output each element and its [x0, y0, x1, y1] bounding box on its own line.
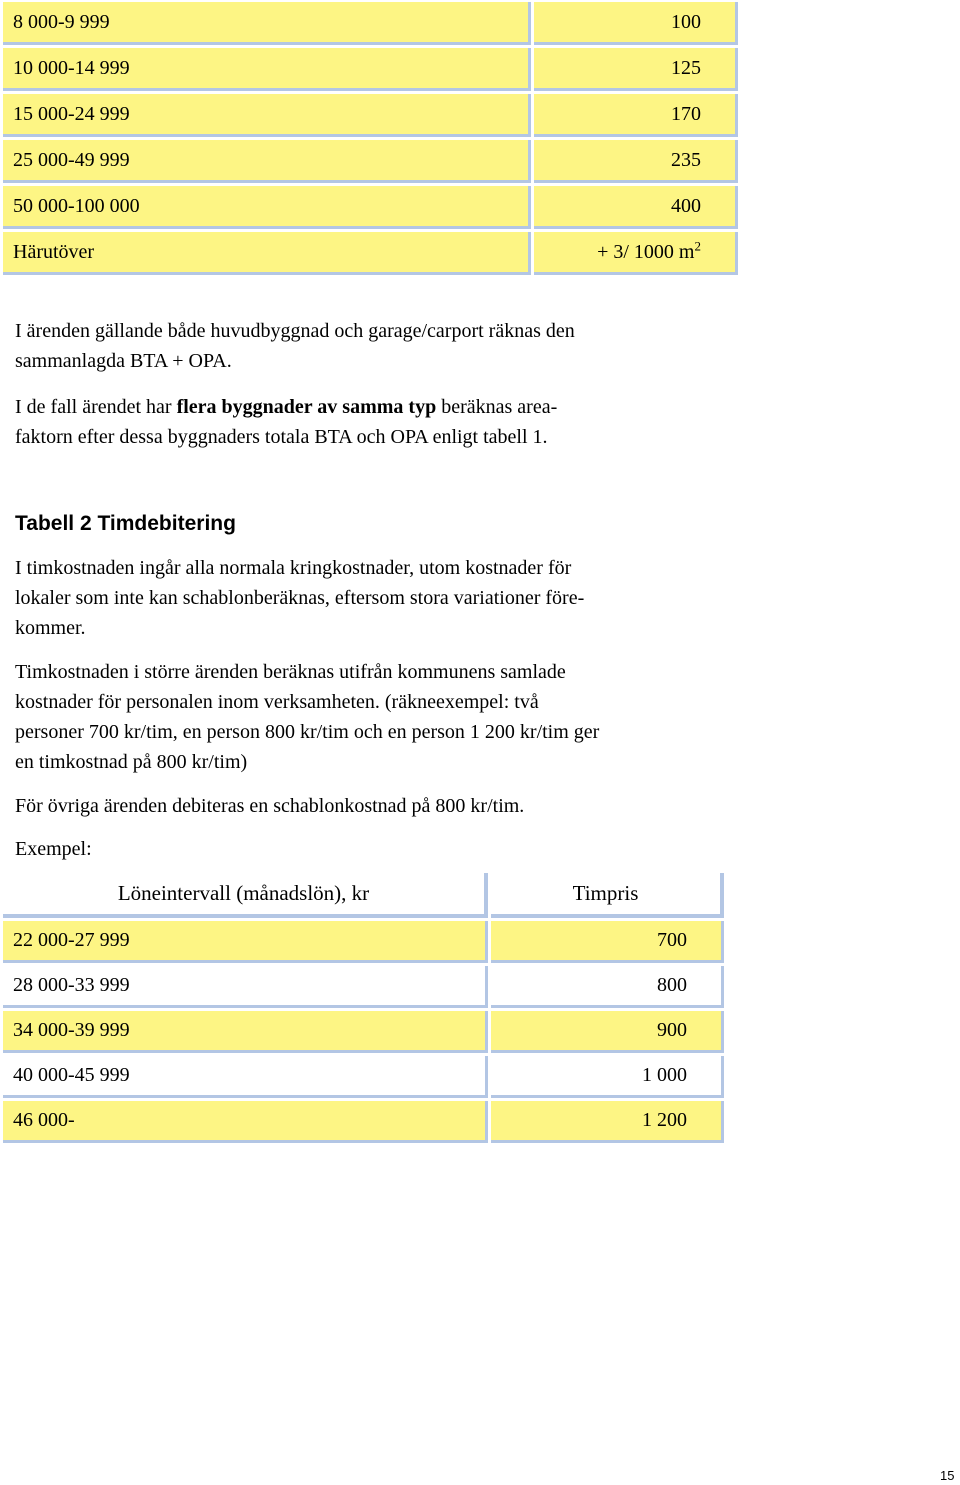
table-row	[3, 94, 738, 137]
table-row	[3, 1011, 724, 1053]
range-cell: 15 000-24 999	[3, 94, 531, 137]
text-span: beräknas area-	[436, 396, 558, 418]
paragraph-large-cases	[15, 657, 735, 777]
text-line: kostnader för personalen inom verksamheten. (räkneexempel: två	[15, 691, 539, 713]
area-factor-table	[0, 0, 741, 278]
range-cell: 10 000-14 999	[3, 48, 531, 91]
range-cell: 34 000-39 999	[3, 1011, 488, 1053]
superscript: 2	[694, 237, 701, 253]
value-cell: 1 000	[491, 1056, 724, 1098]
value-cell: 125	[534, 48, 738, 91]
table-row	[3, 2, 738, 45]
text-line: I ärenden gällande både huvudbyggnad och garage/carport räknas den	[15, 320, 575, 342]
range-cell: 50 000-100 000	[3, 186, 531, 229]
range-cell: Härutöver	[3, 232, 531, 275]
paragraph-other-cases: För övriga ärenden debiteras en schablonkostnad på 800 kr/tim.	[15, 795, 525, 817]
text-line: faktorn efter dessa byggnaders totala BTA och OPA enligt tabell 1.	[15, 426, 548, 448]
table-row	[3, 232, 738, 275]
column-header: Timpris	[491, 873, 724, 918]
table-row	[3, 140, 738, 183]
table-row	[3, 921, 724, 963]
text-line: en timkostnad på 800 kr/tim)	[15, 751, 248, 773]
paragraph-multiple-buildings	[15, 392, 735, 452]
value-cell: 400	[534, 186, 738, 229]
paragraph-hourly-cost	[15, 553, 735, 643]
text-span: I de fall ärendet har	[15, 396, 177, 418]
hourly-rate-table	[0, 870, 727, 1146]
value-text: + 3/ 1000 m	[597, 240, 695, 263]
value-cell: 700	[491, 921, 724, 963]
text-line: kommer.	[15, 617, 86, 639]
range-cell: 46 000-	[3, 1101, 488, 1143]
text-line	[15, 392, 735, 422]
value-cell: 170	[534, 94, 738, 137]
page-number: 15	[940, 1468, 955, 1483]
table-row	[3, 1056, 724, 1098]
value-cell: 100	[534, 2, 738, 45]
text-line: personer 700 kr/tim, en person 800 kr/tim och en person 1 200 kr/tim ger	[15, 721, 600, 743]
value-cell	[534, 232, 738, 275]
table-row	[3, 186, 738, 229]
text-line: sammanlagda BTA + OPA.	[15, 350, 232, 372]
value-cell: 800	[491, 966, 724, 1008]
range-cell: 22 000-27 999	[3, 921, 488, 963]
bold-text: flera byggnader av samma typ	[176, 396, 437, 418]
range-cell: 25 000-49 999	[3, 140, 531, 183]
table-row	[3, 48, 738, 91]
value-cell: 900	[491, 1011, 724, 1053]
table-row	[3, 966, 724, 1008]
table-row	[3, 1101, 724, 1143]
text-line: lokaler som inte kan schablonberäknas, eftersom stora variationer före-	[15, 587, 585, 609]
text-line: Timkostnaden i större ärenden beräknas utifrån kommunens samlade	[15, 661, 566, 683]
column-header: Löneintervall (månadslön), kr	[3, 873, 488, 918]
example-label: Exempel:	[15, 838, 92, 860]
value-cell: 1 200	[491, 1101, 724, 1143]
range-cell: 40 000-45 999	[3, 1056, 488, 1098]
section-heading: Tabell 2 Timdebitering	[15, 512, 236, 535]
table-header-row	[3, 873, 724, 918]
value-cell: 235	[534, 140, 738, 183]
text-line: I timkostnaden ingår alla normala kringkostnader, utom kostnader för	[15, 557, 572, 579]
range-cell: 8 000-9 999	[3, 2, 531, 45]
range-cell: 28 000-33 999	[3, 966, 488, 1008]
paragraph-combined-area	[15, 316, 735, 376]
